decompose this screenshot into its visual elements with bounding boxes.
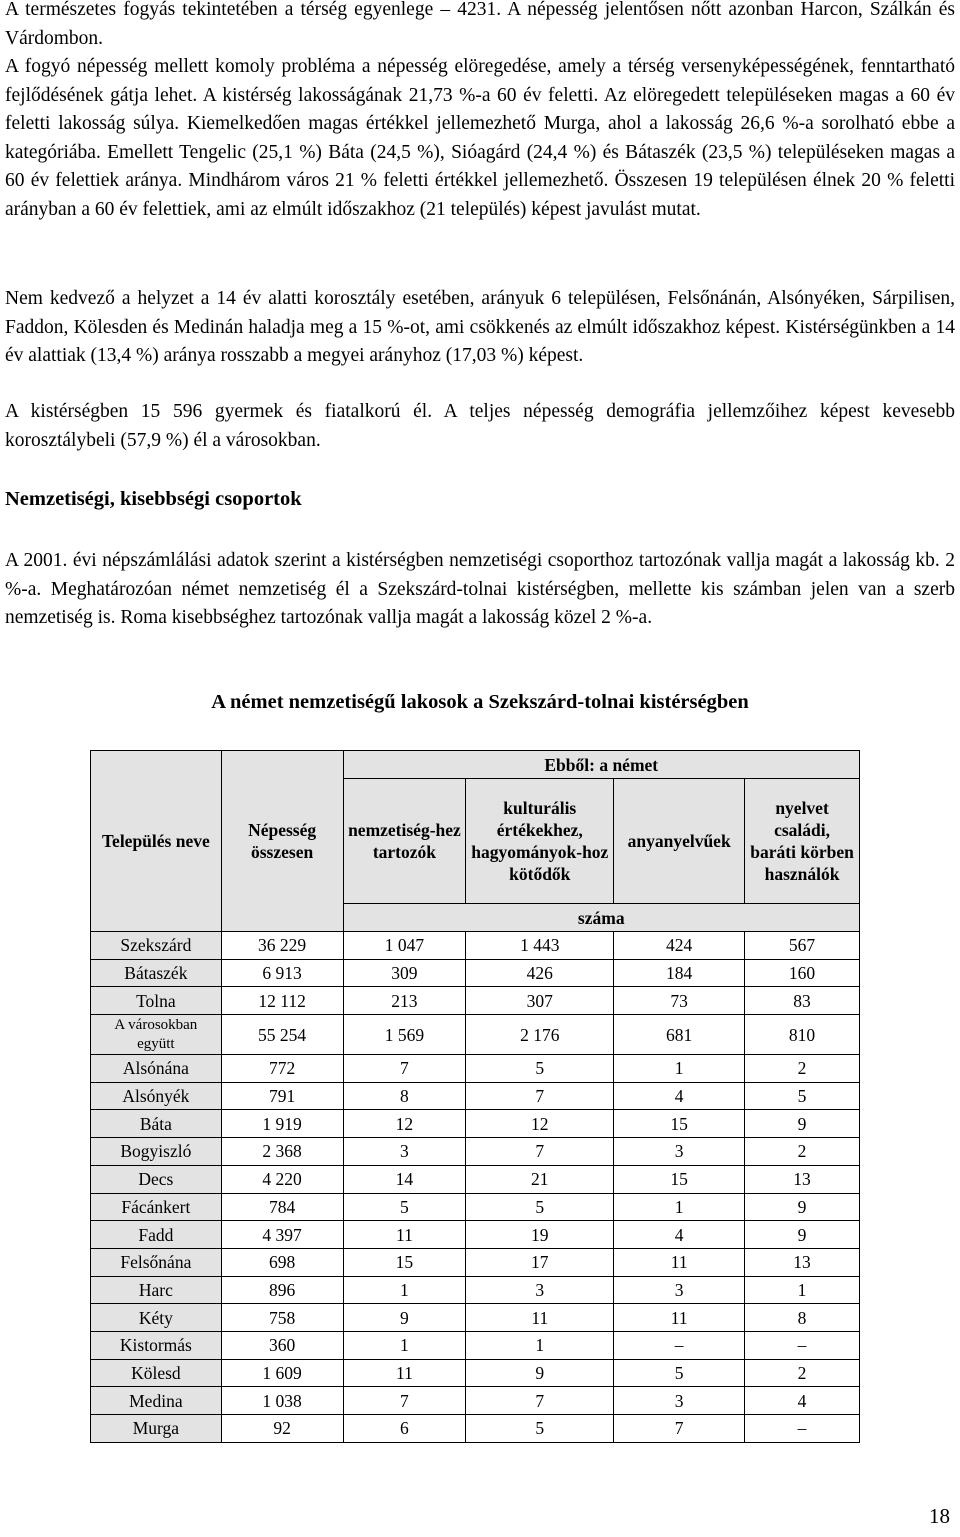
cell-settlement: A városokban együtt [91,1015,222,1055]
cell-mother-tongue: 5 [614,1359,745,1387]
cell-cultural: 2 176 [466,1015,614,1055]
cell-mother-tongue: 73 [614,987,745,1015]
cell-population: 36 229 [221,932,343,960]
cell-nationality: 1 569 [343,1015,466,1055]
cell-population: 2 368 [221,1138,343,1166]
table-row [91,1110,860,1138]
cell-language-use: 8 [745,1304,860,1332]
table-row [91,1221,860,1249]
table-row [91,987,860,1015]
cell-settlement: Kistormás [91,1331,222,1359]
cell-language-use: 13 [745,1248,860,1276]
table-body [91,932,860,1443]
section-heading: Nemzetiségi, kisebbségi csoportok [5,488,302,510]
page-number: 18 [929,1504,950,1528]
cell-settlement: Kölesd [91,1359,222,1387]
table-row [91,1331,860,1359]
cell-nationality: 3 [343,1138,466,1166]
header-settlement: Település neve [91,751,222,932]
cell-cultural: 5 [466,1415,614,1443]
cell-population: 6 913 [221,959,343,987]
cell-population: 1 919 [221,1110,343,1138]
cell-language-use: 2 [745,1055,860,1083]
cell-mother-tongue: 15 [614,1110,745,1138]
cell-nationality: 15 [343,1248,466,1276]
cell-population: 784 [221,1193,343,1221]
cell-settlement: Decs [91,1165,222,1193]
table-row [91,1165,860,1193]
cell-settlement: Tolna [91,987,222,1015]
cell-mother-tongue: 3 [614,1387,745,1415]
cell-mother-tongue: 7 [614,1415,745,1443]
cell-population: 791 [221,1082,343,1110]
cell-mother-tongue: 11 [614,1304,745,1332]
header-unit: száma [343,904,860,932]
cell-language-use: 83 [745,987,860,1015]
table-row [91,1055,860,1083]
paragraph-natural-decrease: A természetes fogyás tekintetében a térség egyenlege – 4231. A népesség jelentősen nőtt azonban Harcon, Szálkán és Várdombon. [5,0,955,49]
cell-population: 1 038 [221,1387,343,1415]
cell-nationality: 12 [343,1110,466,1138]
cell-cultural: 19 [466,1221,614,1249]
header-mother-tongue: anyanyelvűek [614,779,745,904]
cell-mother-tongue: – [614,1331,745,1359]
cell-population: 12 112 [221,987,343,1015]
cell-settlement: Bátaszék [91,959,222,987]
cell-nationality: 1 047 [343,932,466,960]
cell-cultural: 9 [466,1359,614,1387]
cell-mother-tongue: 4 [614,1221,745,1249]
header-language-use: nyelvet családi, baráti körben használók [745,779,860,904]
header-cultural: kulturális értékekhez, hagyományok-hoz kötődők [466,779,614,904]
cell-mother-tongue: 3 [614,1276,745,1304]
cell-language-use: 810 [745,1015,860,1055]
cell-mother-tongue: 3 [614,1138,745,1166]
cell-cultural: 21 [466,1165,614,1193]
cell-nationality: 6 [343,1415,466,1443]
table-row [91,959,860,987]
cell-cultural: 5 [466,1193,614,1221]
cell-mother-tongue: 4 [614,1082,745,1110]
cell-nationality: 213 [343,987,466,1015]
paragraph-nationalities: A 2001. évi népszámlálási adatok szerint a kistérségben nemzetiségi csoporthoz tartozónak vallja magát a lakosság kb. 2 %-a. Meghatározóan német nemzetiség él a Szekszárd-tolnai kistérségben, mellette kis számban jelen van a szerb nemzetiség is. Roma kisebbséghez tartozónak vallja magát a lakosság közel 2 %-a. [5,550,955,628]
cell-language-use: 1 [745,1276,860,1304]
table-row [91,932,860,960]
cell-cultural: 7 [466,1082,614,1110]
cell-mother-tongue: 1 [614,1193,745,1221]
cell-nationality: 9 [343,1304,466,1332]
table-row [91,1138,860,1166]
paragraph-aging [5,0,955,224]
cell-language-use: 9 [745,1193,860,1221]
table-row [91,1276,860,1304]
cell-language-use: – [745,1415,860,1443]
cell-mother-tongue: 424 [614,932,745,960]
cell-cultural: 11 [466,1304,614,1332]
cell-nationality: 1 [343,1276,466,1304]
table-title: A német nemzetiségű lakosok a Szekszárd-tolnai kistérségben [211,691,749,713]
cell-nationality: 5 [343,1193,466,1221]
paragraph-aging-population: A fogyó népesség mellett komoly probléma a népesség elöregedése, amely a térség versenyképességének, fenntartható fejlődésének gátja lehet. A kistérség lakosságának 21,73 %-a 60 év feletti. Az elöregedett településeken magas a 60 év feletti lakosság súlya. Kiemelkedően magas értékkel jellemezhető Murga, ahol a lakosság 26,6 %-a sorolható ebbe a kategóriába. Emellett Tengelic (25,1 %) Báta (24,5 %), Sióagárd (24,4 %) és Bátaszék (23,5 %) településeken magas a 60 év felettiek aránya. Mindhárom város 21 % feletti értékkel jellemezhető. Összesen 19 településen élnek 20 % feletti arányban a 60 év felettiek, ami az elmúlt időszakhoz (21 település) képest javulást mutat. [5,56,955,220]
cell-population: 92 [221,1415,343,1443]
cell-population: 4 397 [221,1221,343,1249]
cell-population: 55 254 [221,1015,343,1055]
cell-nationality: 11 [343,1221,466,1249]
cell-nationality: 309 [343,959,466,987]
header-population: Népesség összesen [221,751,343,932]
cell-mother-tongue: 184 [614,959,745,987]
cell-population: 698 [221,1248,343,1276]
cell-settlement: Medina [91,1387,222,1415]
cell-population: 1 609 [221,1359,343,1387]
cell-settlement: Murga [91,1415,222,1443]
cell-population: 758 [221,1304,343,1332]
cell-settlement: Báta [91,1110,222,1138]
table-row [91,1015,860,1055]
paragraph-youth: A kistérségben 15 596 gyermek és fiatalkorú él. A teljes népesség demográfia jellemzőihez képest kevesebb korosztálybeli (57,9 %) él a városokban. [5,401,955,451]
cell-language-use: 9 [745,1110,860,1138]
table-row [91,1359,860,1387]
cell-population: 360 [221,1331,343,1359]
cell-language-use: 2 [745,1359,860,1387]
table-row [91,1082,860,1110]
cell-language-use: – [745,1331,860,1359]
cell-settlement: Bogyiszló [91,1138,222,1166]
cell-mother-tongue: 681 [614,1015,745,1055]
cell-settlement: Felsőnána [91,1248,222,1276]
cell-settlement: Kéty [91,1304,222,1332]
cell-mother-tongue: 15 [614,1165,745,1193]
cell-settlement: Szekszárd [91,932,222,960]
table-row [91,1415,860,1443]
cell-mother-tongue: 1 [614,1055,745,1083]
cell-population: 896 [221,1276,343,1304]
header-group: Ebből: a német [343,751,860,779]
cell-language-use: 4 [745,1387,860,1415]
cell-language-use: 567 [745,932,860,960]
cell-language-use: 9 [745,1221,860,1249]
table-row [91,1387,860,1415]
cell-language-use: 160 [745,959,860,987]
cell-settlement: Alsónyék [91,1082,222,1110]
table-row [91,1304,860,1332]
german-minority-table [90,750,860,1443]
cell-cultural: 307 [466,987,614,1015]
cell-settlement: Alsónána [91,1055,222,1083]
cell-mother-tongue: 11 [614,1248,745,1276]
cell-cultural: 7 [466,1138,614,1166]
cell-cultural: 5 [466,1055,614,1083]
cell-population: 4 220 [221,1165,343,1193]
cell-cultural: 1 443 [466,932,614,960]
cell-nationality: 7 [343,1387,466,1415]
cell-nationality: 1 [343,1331,466,1359]
cell-nationality: 8 [343,1082,466,1110]
cell-cultural: 3 [466,1276,614,1304]
header-nationality: nemzetiség-hez tartozók [343,779,466,904]
cell-cultural: 1 [466,1331,614,1359]
cell-population: 772 [221,1055,343,1083]
table-row [91,1193,860,1221]
cell-cultural: 12 [466,1110,614,1138]
cell-settlement: Fadd [91,1221,222,1249]
cell-language-use: 13 [745,1165,860,1193]
paragraph-under-14: Nem kedvező a helyzet a 14 év alatti korosztály esetében, arányuk 6 településen, Felsőnánán, Alsónyéken, Sárpilisen, Faddon, Kölesden és Medinán haladja meg a 15 %-ot, ami csökkenés az elmúlt időszakhoz képest. Kistérségünkben a 14 év alattiak (13,4 %) aránya rosszabb a megyei arányhoz (17,03 %) képest. [5,288,955,366]
cell-cultural: 7 [466,1387,614,1415]
cell-language-use: 2 [745,1138,860,1166]
cell-nationality: 11 [343,1359,466,1387]
cell-cultural: 17 [466,1248,614,1276]
cell-nationality: 14 [343,1165,466,1193]
table-row [91,1248,860,1276]
cell-settlement: Harc [91,1276,222,1304]
cell-language-use: 5 [745,1082,860,1110]
cell-cultural: 426 [466,959,614,987]
cell-settlement: Fácánkert [91,1193,222,1221]
cell-nationality: 7 [343,1055,466,1083]
